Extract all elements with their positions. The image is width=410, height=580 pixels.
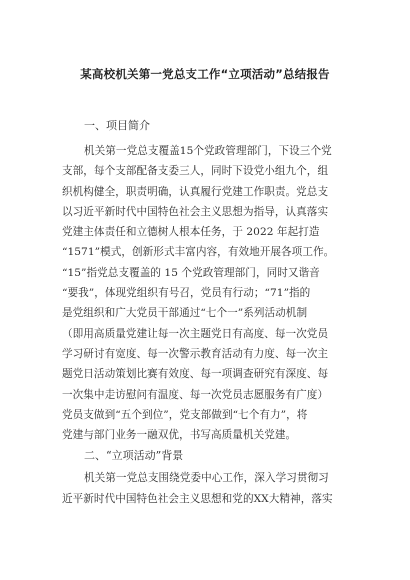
section-heading-project-intro: 一、项目简介 <box>84 119 150 132</box>
paragraph-line: 机关第一党总支覆盖15个党政管理部门，下设三个党 <box>84 145 332 157</box>
paragraph-line: 是党组织和广大党员干部通过“七个一”系列活动机制 <box>62 307 308 320</box>
section-paragraph-project-intro <box>62 141 352 445</box>
paragraph-line: 学习研讨有宽度、每一次警示教育活动有力度、每一次主 <box>62 347 329 360</box>
paragraph-line: “15”指党总支覆盖的 15 个党政管理部门，同时又谐音 <box>62 266 320 279</box>
paragraph-line: 党建主体责任和立德树人根本任务，于 2022 年起打造 <box>62 226 320 239</box>
paragraph-line: “1571”模式，创新形式丰富内容，有效地开展各项工作。 <box>62 246 335 259</box>
section-paragraph-background <box>62 468 352 509</box>
paragraph-line: 以习近平新时代中国特色社会主义思想为指导，认真落实 <box>62 205 329 218</box>
paragraph-line: 一次集中走访慰问有温度、每一次党员志愿服务有广度） <box>62 388 329 401</box>
paragraph-line: 织机构健全，职责明确，认真履行党建工作职责。党总支 <box>62 185 329 198</box>
paragraph-line: “要我”，体现党组织有号召，党员有行动；“71”指的 <box>62 287 311 300</box>
paragraph-line: 题党日活动策划比赛有效度、每一项调查研究有深度、每 <box>62 368 329 381</box>
paragraph-line: 机关第一党总支围绕党委中心工作，深入学习贯彻习 <box>84 472 329 485</box>
paragraph-line: 支部，每个支部配备支委三人，同时下设党小组九个，组 <box>62 165 329 178</box>
paragraph-line: 党员支做到“五个到位”，党支部做到“七个有力”，将 <box>62 408 308 421</box>
paragraph-line: 近平新时代中国特色社会主义思想和党的XX大精神，落实 <box>62 492 333 505</box>
document-body <box>62 118 352 509</box>
paragraph-line: 党建与部门业务一融双优，书写高质量机关党建。 <box>62 429 297 442</box>
document-title: 某高校机关第一党总支工作“立项活动”总结报告 <box>80 67 330 81</box>
paragraph-line: （即用高质量党建让每一次主题党日有高度、每一次党员 <box>62 327 329 340</box>
section-heading-background: 二、“立项活动”背景 <box>84 449 184 463</box>
